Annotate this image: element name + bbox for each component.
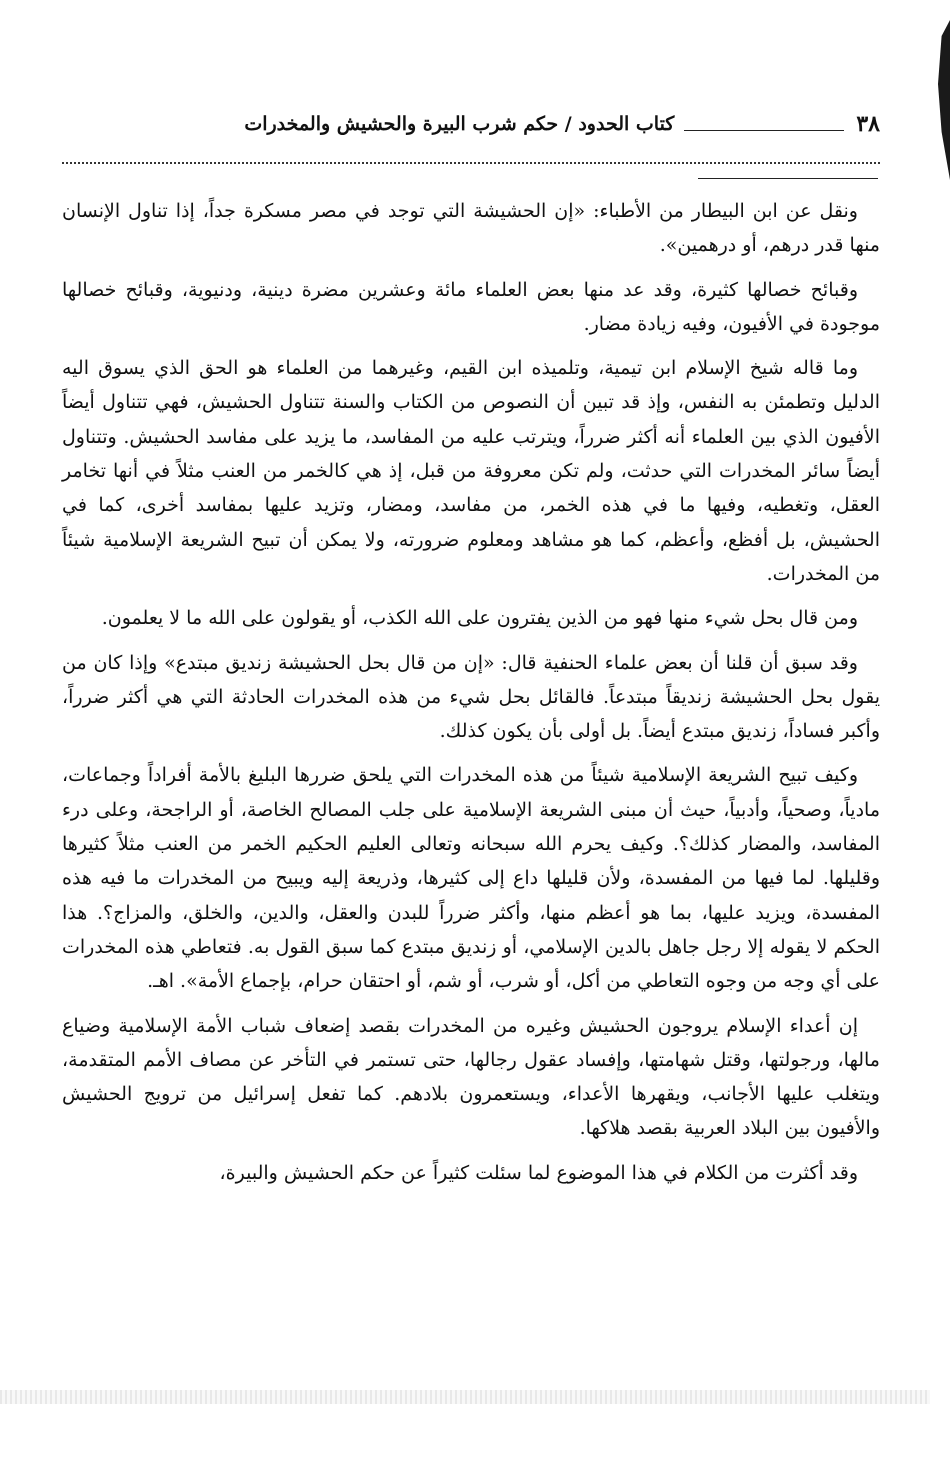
header-rule: [684, 130, 844, 131]
paragraph: ومن قال بحل شيء منها فهو من الذين يفترون على الله الكذب، أو يقولون على الله ما لا يعلمون.: [101, 607, 858, 630]
paragraph: وقد أكثرت من الكلام في هذا الموضوع لما سئلت كثيراً عن حكم الحشيش والبيرة،: [219, 1161, 858, 1184]
paragraph: إن أعداء الإسلام يروجون الحشيش وغيره من المخدرات بقصد إضعاف شباب الأمة الإسلامية وضياع مالها، ورجولتها، وقتل شهامتها، وإفساد عقول رجالها، حتى تستمر في التأخر عن مصاف الأمم المتقدمة، ويتغلب عليها الأجانب، ويقهرها الأعداء، ويستعمرون بلادهم. كما تفعل إسرائيل من ترويج الحشيش والأفيون بين البلاد العربية بقصد هلاكها.: [62, 1014, 880, 1140]
body-text: [62, 194, 880, 1200]
paragraph: ونقل عن ابن البيطار من الأطباء: «إن الحشيشة التي توجد في مصر مسكرة جداً، إذا تناول الإنسان منها قدر درهم، أو درهمين».: [62, 200, 880, 257]
paragraph: وكيف تبيح الشريعة الإسلامية شيئاً من هذه المخدرات التي يلحق ضررها البليغ بالأمة أفراداً وجماعات، مادياً، وصحياً، وأدبياً، حيث أن مبنى الشريعة الإسلامية على جلب المصالح الخاصة، أو الراجحة، وعلى درء المفاسد، والمضار كذلك؟. وكيف يحرم الله سبحانه وتعالى العليم الحكيم الخمر من العنب مثلاً كثيرها وقليلها. لما فيها من المفسدة، ولأن قليلها داع إلى كثيرها، وذريعة إليه ويبيح من المخدرات ما فيه هذه المفسدة، ويزيد عليها، بما هو أعظم منها، وأكثر ضرراً للبدن والعقل، والدين، والخلق، والمزاج؟. هذا الحكم لا يقوله إلا رجل جاهل بالدين الإسلامي، أو زنديق مبتدع كما سبق القول به. فتعاطي هذه المخدرات على أي وجه من وجوه التعاطي من أكل، أو شرب، أو شم، أو احتقان حرام، بإجماع الأمة». اهـ.: [62, 764, 880, 993]
header-dotted-divider: [62, 148, 880, 164]
page-number: ٣٨: [856, 111, 880, 137]
scan-noise-strip: [0, 1390, 930, 1404]
header-title: كتاب الحدود / حكم شرب البيرة والحشيش والمخدرات: [244, 113, 675, 135]
paragraph: وقد سبق أن قلنا أن بعض علماء الحنفية قال: «إن من قال بحل الحشيشة زنديق مبتدع» وإذا كان من يقول بحل الحشيشة زنديقاً مبتدعاً. فالقائل بحل شيء من هذه المخدرات الحادثة التي هي أكثر ضرراً، وأكبر فساداً، زنديق مبتدع أيضاً. بل أولى بأن يكون كذلك.: [62, 651, 880, 743]
paragraph: وقبائح خصالها كثيرة، وقد عد منها بعض العلماء مائة وعشرين مضرة دينية، ودنيوية، وقبائح خصالها موجودة في الأفيون، وفيه زيادة مضار.: [62, 278, 880, 335]
section-rule: [698, 178, 878, 179]
running-header: [62, 104, 880, 144]
paragraph: وما قاله شيخ الإسلام ابن تيمية، وتلميذه ابن القيم، وغيرهما من العلماء هو الحق الذي يسوق اليه الدليل وتطمئن به النفس، وإذ قد تبين أن النصوص من الكتاب والسنة تتناول الحشيش، فهي تتناول أيضاً الأفيون الذي بين العلماء أنه أكثر ضرراً، ويترتب عليه من المفاسد، ما يزيد على مفاسد الحشيش. وتتناول أيضاً سائر المخدرات التي حدثت، ولم تكن معروفة من قبل، إذ هي كالخمر من العنب مثلاً في أنها تخامر العقل، وتغطيه، وفيها ما في هذه الخمر، من مفاسد، ومضار، وتزيد عليها بمفاسد أخرى، كما في الحشيش، بل أفظع، وأعظم، كما هو مشاهد ومعلوم ضرورته، ولا يمكن أن تبيح الشريعة الإسلامية شيئاً من المخدرات.: [62, 357, 880, 585]
page-edge-mark: [938, 20, 950, 180]
